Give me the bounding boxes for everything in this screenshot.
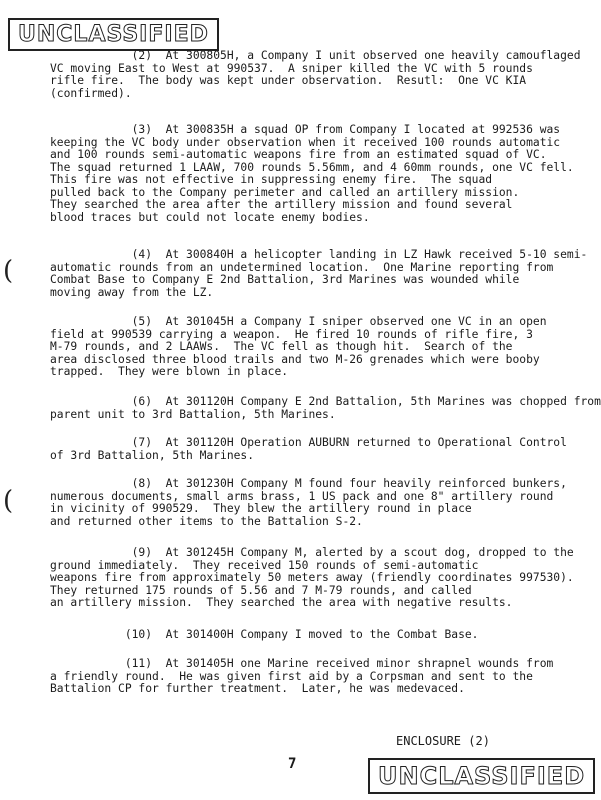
enclosure-label: ENCLOSURE (2) <box>396 734 490 748</box>
paragraph-6: (6) At 301120H Company E 2nd Battalion, 5th Marines was chopped from parent unit to 3rd Battalion, 5th Marines. <box>50 395 601 421</box>
paragraph-10: (10) At 301400H Company I moved to the Combat Base. <box>50 628 479 641</box>
page-number: 7 <box>288 756 297 772</box>
paragraph-4: (4) At 300840H a helicopter landing in LZ Hawk received 5-10 semi- automatic rounds from an undetermined location. One Marine reporting from Combat Base to Company E 2nd Battalion, 3rd Marines was wounded while moving away from the LZ. <box>50 248 588 299</box>
paragraph-5: (5) At 301045H a Company I sniper observed one VC in an open field at 990539 carrying a weapon. He fired 10 rounds of rifle fire, 3 M-79 rounds, and 2 LAAWs. The VC fell as though hit. Search of the area disclosed three blood trails and two M-26 grenades which were booby trapped. They were blown in place. <box>50 315 547 378</box>
paragraph-7: (7) At 301120H Operation AUBURN returned to Operational Control of 3rd Battalion, 5th Marines. <box>50 436 567 462</box>
paragraph-3: (3) At 300835H a squad OP from Company I located at 992536 was keeping the VC body under observation when it received 100 rounds automatic and 100 rounds semi-automatic weapons fire from an estimated squad of VC. The squad returned 1 LAAW, 700 rounds 5.56mm, and 4 60mm rounds, one VC fell. This fire was not effective in suppressing enemy fire. The squad pulled back to the Company perimeter and called an artillery mission. They searched the area after the artillery mission and found several blood traces but could not locate enemy bodies. <box>50 123 574 224</box>
paragraph-11: (11) At 301405H one Marine received minor shrapnel wounds from a friendly round. He was given first aid by a Corpsman and sent to the Battalion CP for further treatment. Later, he was medevaced. <box>50 657 554 695</box>
classification-stamp-bottom: UNCLASSIFIED <box>368 758 595 794</box>
classification-stamp-top: UNCLASSIFIED <box>8 18 219 51</box>
paragraph-8: (8) At 301230H Company M found four heavily reinforced bunkers, numerous documents, small arms brass, 1 US pack and one 8" artillery round in vicinity of 990529. They blew the artillery round in place and returned other items to the Battalion S-2. <box>50 477 567 528</box>
margin-bracket-mark: ( <box>3 486 14 516</box>
margin-bracket-mark: ( <box>3 256 14 286</box>
paragraph-9: (9) At 301245H Company M, alerted by a scout dog, dropped to the ground immediately. They received 150 rounds of semi-automatic weapons fire from approximately 50 meters away (friendly coordinates 997530). They returned 175 rounds of 5.56 and 7 M-79 rounds, and called an artillery mission. They searched the area with negative results. <box>50 546 574 609</box>
paragraph-2: (2) At 300805H, a Company I unit observed one heavily camouflaged VC moving East to West at 990537. A sniper killed the VC with 5 rounds rifle fire. The body was kept under observation. Resutl: One VC KIA (confirmed). <box>50 49 581 100</box>
